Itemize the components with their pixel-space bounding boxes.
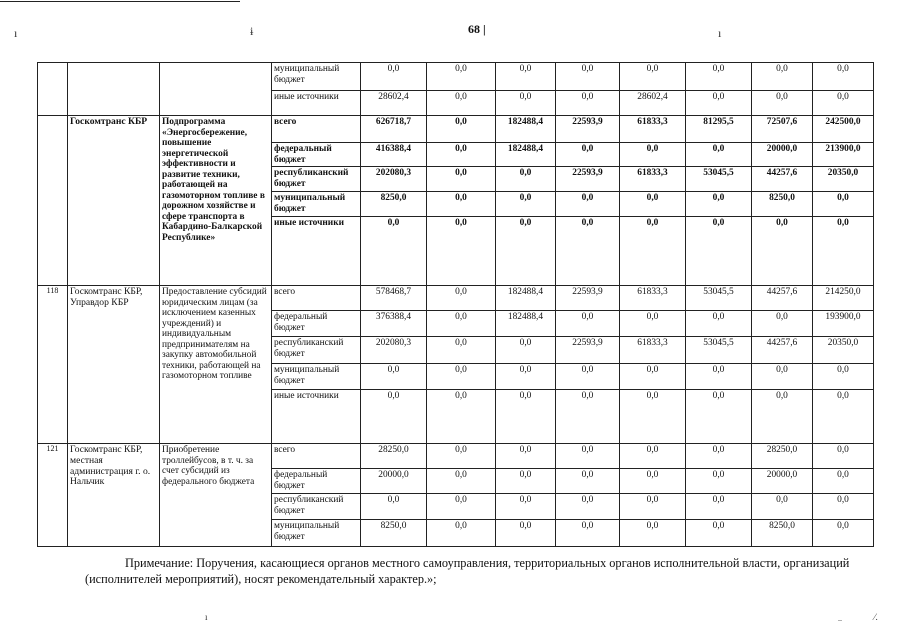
- value-cell: 22593,9: [556, 337, 620, 364]
- value-cell: 0,0: [556, 192, 620, 217]
- value-cell: 0,0: [427, 143, 496, 167]
- value-cell: 53045,5: [686, 337, 752, 364]
- table-row: [38, 286, 874, 311]
- value-cell: 0,0: [556, 494, 620, 520]
- value-cell: 0,0: [427, 444, 496, 469]
- value-cell: 0,0: [361, 63, 427, 91]
- table-row: [38, 63, 874, 91]
- value-cell: 8250,0: [752, 520, 813, 547]
- value-cell: 0,0: [496, 494, 556, 520]
- value-cell: 0,0: [752, 494, 813, 520]
- value-cell: 0,0: [752, 311, 813, 337]
- source-cell: муниципальный бюджет: [272, 63, 361, 91]
- value-cell: 0,0: [620, 390, 686, 444]
- budget-table: [37, 62, 874, 547]
- value-cell: 0,0: [686, 520, 752, 547]
- value-cell: 214250,0: [813, 286, 874, 311]
- value-cell: 44257,6: [752, 286, 813, 311]
- scan-mark: ı: [205, 612, 208, 622]
- value-cell: 193900,0: [813, 311, 874, 337]
- value-cell: 20000,0: [361, 469, 427, 494]
- value-cell: 0,0: [813, 364, 874, 390]
- source-cell: федеральный бюджет: [272, 469, 361, 494]
- source-cell: иные источники: [272, 217, 361, 286]
- value-cell: 0,0: [427, 520, 496, 547]
- value-cell: 0,0: [752, 91, 813, 116]
- value-cell: 0,0: [427, 364, 496, 390]
- value-cell: 20350,0: [813, 337, 874, 364]
- value-cell: 242500,0: [813, 116, 874, 143]
- value-cell: 202080,3: [361, 167, 427, 192]
- value-cell: 0,0: [361, 494, 427, 520]
- value-cell: 28250,0: [752, 444, 813, 469]
- value-cell: 0,0: [813, 494, 874, 520]
- value-cell: 182488,4: [496, 311, 556, 337]
- value-cell: 202080,3: [361, 337, 427, 364]
- table-row: [38, 444, 874, 469]
- value-cell: 0,0: [620, 143, 686, 167]
- value-cell: 0,0: [427, 91, 496, 116]
- value-cell: 0,0: [620, 469, 686, 494]
- value-cell: 0,0: [496, 63, 556, 91]
- value-cell: 8250,0: [361, 192, 427, 217]
- table-row: [38, 116, 874, 143]
- value-cell: 22593,9: [556, 286, 620, 311]
- value-cell: 0,0: [752, 217, 813, 286]
- value-cell: 0,0: [496, 91, 556, 116]
- executor-cell: Госкомтранс КБР, местная администрация г. о. Нальчик: [68, 444, 160, 547]
- value-cell: 0,0: [620, 444, 686, 469]
- value-cell: 28250,0: [361, 444, 427, 469]
- value-cell: 61833,3: [620, 116, 686, 143]
- value-cell: 0,0: [813, 520, 874, 547]
- value-cell: 0,0: [496, 469, 556, 494]
- value-cell: 44257,6: [752, 337, 813, 364]
- value-cell: 626718,7: [361, 116, 427, 143]
- value-cell: 0,0: [752, 390, 813, 444]
- value-cell: 578468,7: [361, 286, 427, 311]
- source-cell: федеральный бюджет: [272, 143, 361, 167]
- value-cell: 182488,4: [496, 143, 556, 167]
- value-cell: 0,0: [620, 217, 686, 286]
- value-cell: 72507,6: [752, 116, 813, 143]
- source-cell: всего: [272, 286, 361, 311]
- value-cell: 0,0: [496, 217, 556, 286]
- value-cell: 0,0: [496, 337, 556, 364]
- value-cell: 0,0: [496, 444, 556, 469]
- value-cell: 0,0: [427, 390, 496, 444]
- source-cell: всего: [272, 444, 361, 469]
- value-cell: 0,0: [620, 520, 686, 547]
- source-cell: республиканский бюджет: [272, 337, 361, 364]
- value-cell: 0,0: [361, 364, 427, 390]
- value-cell: 0,0: [686, 217, 752, 286]
- value-cell: 0,0: [556, 143, 620, 167]
- value-cell: 0,0: [556, 217, 620, 286]
- value-cell: 0,0: [813, 91, 874, 116]
- value-cell: 0,0: [496, 520, 556, 547]
- value-cell: 182488,4: [496, 286, 556, 311]
- value-cell: 0,0: [427, 116, 496, 143]
- source-cell: всего: [272, 116, 361, 143]
- value-cell: 0,0: [813, 444, 874, 469]
- source-cell: республиканский бюджет: [272, 494, 361, 520]
- value-cell: 0,0: [686, 143, 752, 167]
- value-cell: 8250,0: [361, 520, 427, 547]
- description-cell: Предоставление субсидий юридическим лицам (за исключением казенных учреждений) и индивидуальным предпринимателям на закупку автомобильной техники, работающей на газомоторном топливе: [160, 286, 272, 444]
- value-cell: 0,0: [686, 91, 752, 116]
- value-cell: 20350,0: [813, 167, 874, 192]
- value-cell: 213900,0: [813, 143, 874, 167]
- value-cell: 0,0: [686, 364, 752, 390]
- value-cell: 0,0: [620, 364, 686, 390]
- description-cell: Подпрограмма «Энергосбережение, повышение энергетической эффективности и развитие техники, работающей на газомоторном топливе в дорожном хозяйстве и сфере транспорта в Кабардино-Балкарской Республике»: [160, 116, 272, 286]
- value-cell: 0,0: [427, 469, 496, 494]
- number-cell: [38, 63, 68, 116]
- value-cell: 0,0: [496, 167, 556, 192]
- value-cell: 0,0: [752, 364, 813, 390]
- value-cell: 0,0: [686, 494, 752, 520]
- footnote: Примечание: Поручения, касающиеся органов местного самоуправления, территориальных органов исполнительной власти, организаций (исполнителей мероприятий), носят рекомендательный характер.»;: [85, 556, 850, 586]
- executor-cell: Госкомтранс КБР, Управдор КБР: [68, 286, 160, 444]
- value-cell: 0,0: [427, 217, 496, 286]
- source-cell: муниципальный бюджет: [272, 364, 361, 390]
- value-cell: 0,0: [427, 337, 496, 364]
- value-cell: 0,0: [556, 63, 620, 91]
- value-cell: 22593,9: [556, 116, 620, 143]
- source-cell: муниципальный бюджет: [272, 520, 361, 547]
- value-cell: 0,0: [427, 63, 496, 91]
- value-cell: 0,0: [427, 286, 496, 311]
- value-cell: 53045,5: [686, 286, 752, 311]
- source-cell: муниципальный бюджет: [272, 192, 361, 217]
- top-rule: [0, 1, 240, 2]
- value-cell: 0,0: [556, 390, 620, 444]
- value-cell: 53045,5: [686, 167, 752, 192]
- value-cell: 0,0: [556, 520, 620, 547]
- scan-mark: ..: [838, 614, 842, 623]
- value-cell: 28602,4: [620, 91, 686, 116]
- value-cell: 376388,4: [361, 311, 427, 337]
- value-cell: 0,0: [752, 63, 813, 91]
- value-cell: 0,0: [686, 192, 752, 217]
- value-cell: 0,0: [427, 192, 496, 217]
- executor-cell: Госкомтранс КБР: [68, 116, 160, 286]
- value-cell: 0,0: [813, 390, 874, 444]
- value-cell: 0,0: [496, 364, 556, 390]
- source-cell: федеральный бюджет: [272, 311, 361, 337]
- value-cell: 0,0: [620, 192, 686, 217]
- source-cell: иные источники: [272, 91, 361, 116]
- value-cell: 182488,4: [496, 116, 556, 143]
- description-cell: Приобретение троллейбусов, в т. ч. за счет субсидий из федерального бюджета: [160, 444, 272, 547]
- executor-cell: [68, 63, 160, 116]
- source-cell: иные источники: [272, 390, 361, 444]
- scan-mark: ɨ: [250, 24, 254, 38]
- value-cell: 0,0: [556, 311, 620, 337]
- value-cell: 61833,3: [620, 337, 686, 364]
- value-cell: 0,0: [556, 91, 620, 116]
- scan-mark: ı: [14, 26, 18, 40]
- value-cell: 0,0: [813, 63, 874, 91]
- value-cell: 0,0: [686, 469, 752, 494]
- value-cell: 0,0: [686, 63, 752, 91]
- number-cell: [38, 116, 68, 286]
- value-cell: 61833,3: [620, 167, 686, 192]
- value-cell: 22593,9: [556, 167, 620, 192]
- value-cell: 0,0: [686, 390, 752, 444]
- value-cell: 0,0: [427, 311, 496, 337]
- number-cell: 121: [38, 444, 68, 547]
- scan-mark: ⁄.: [874, 612, 878, 622]
- value-cell: 0,0: [813, 469, 874, 494]
- value-cell: 0,0: [620, 311, 686, 337]
- value-cell: 0,0: [620, 494, 686, 520]
- value-cell: 0,0: [427, 494, 496, 520]
- value-cell: 0,0: [496, 390, 556, 444]
- value-cell: 0,0: [620, 63, 686, 91]
- value-cell: 0,0: [813, 192, 874, 217]
- value-cell: 0,0: [556, 469, 620, 494]
- value-cell: 0,0: [361, 217, 427, 286]
- value-cell: 28602,4: [361, 91, 427, 116]
- value-cell: 0,0: [686, 444, 752, 469]
- value-cell: 8250,0: [752, 192, 813, 217]
- value-cell: 20000,0: [752, 469, 813, 494]
- value-cell: 0,0: [556, 444, 620, 469]
- description-cell: [160, 63, 272, 116]
- value-cell: 0,0: [496, 192, 556, 217]
- source-cell: республиканский бюджет: [272, 167, 361, 192]
- value-cell: 20000,0: [752, 143, 813, 167]
- value-cell: 61833,3: [620, 286, 686, 311]
- value-cell: 0,0: [813, 217, 874, 286]
- number-cell: 118: [38, 286, 68, 444]
- value-cell: 416388,4: [361, 143, 427, 167]
- value-cell: 0,0: [556, 364, 620, 390]
- scan-mark: ı: [718, 26, 722, 40]
- value-cell: 81295,5: [686, 116, 752, 143]
- value-cell: 0,0: [686, 311, 752, 337]
- page-number: 68 |: [468, 22, 486, 36]
- value-cell: 0,0: [427, 167, 496, 192]
- value-cell: 44257,6: [752, 167, 813, 192]
- value-cell: 0,0: [361, 390, 427, 444]
